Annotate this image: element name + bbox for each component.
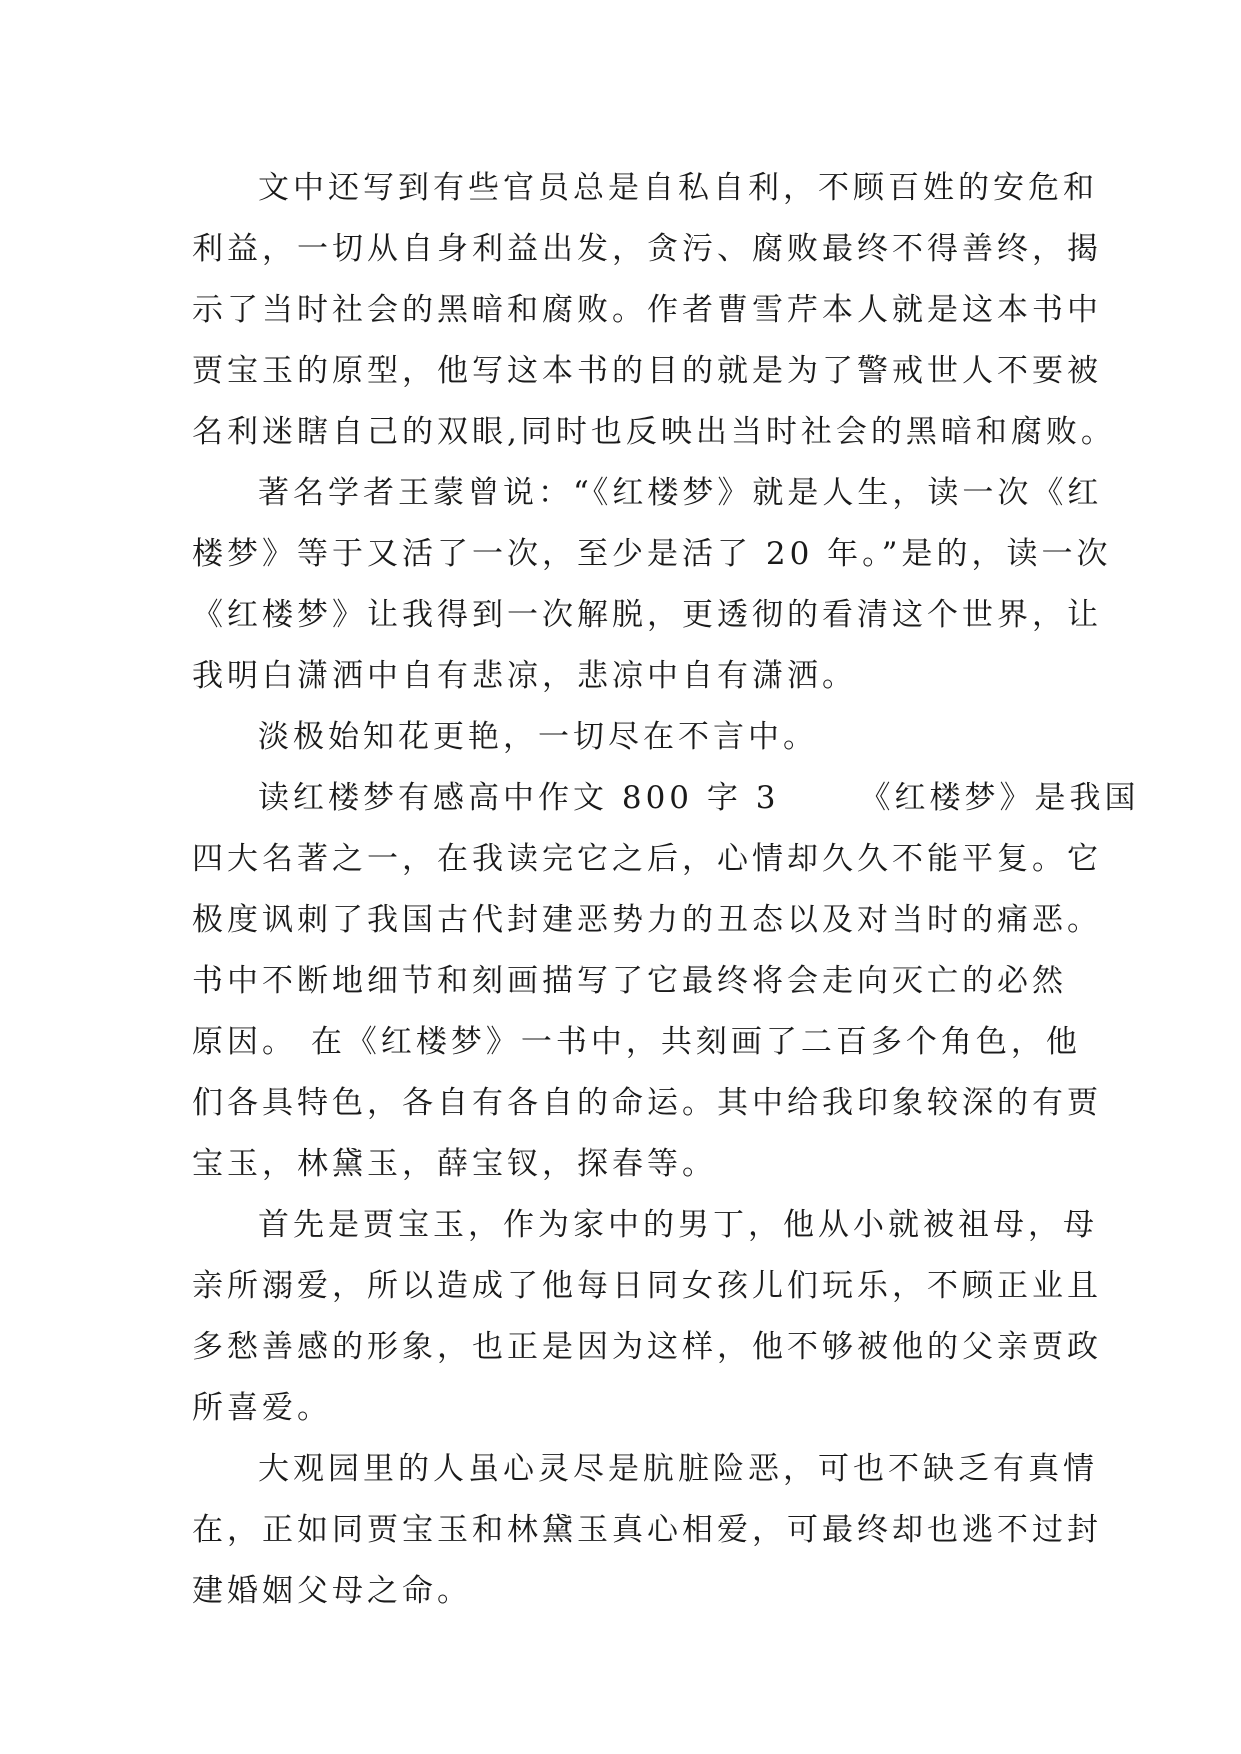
paragraph-line: 《红楼梦》让我得到一次解脱，更透彻的看清这个世界，让 [192,597,1102,633]
paragraph-line: 淡极始知花更艳，一切尽在不言中。 [258,719,818,755]
paragraph-line: 名利迷瞎自己的双眼,同时也反映出当时社会的黑暗和腐败。 [192,414,1116,450]
paragraph-line: 建婚姻父母之命。 [192,1573,472,1609]
paragraph-line: 我明白潇洒中自有悲凉，悲凉中自有潇洒。 [192,658,857,694]
paragraph-line: 示了当时社会的黑暗和腐败。作者曹雪芹本人就是这本书中 [192,292,1102,328]
paragraph-line: 在，正如同贾宝玉和林黛玉真心相爱，可最终却也逃不过封 [192,1512,1102,1548]
paragraph-line: 大观园里的人虽心灵尽是肮脏险恶，可也不缺乏有真情 [258,1451,1098,1487]
paragraph-line: 宝玉，林黛玉，薛宝钗，探春等。 [192,1146,717,1182]
paragraph-line: 多愁善感的形象，也正是因为这样，他不够被他的父亲贾政 [192,1329,1102,1365]
paragraph-line: 亲所溺爱，所以造成了他每日同女孩儿们玩乐，不顾正业且 [192,1268,1102,1304]
paragraph-line: 著名学者王蒙曾说：“《红楼梦》就是人生，读一次《红 [258,475,1103,511]
paragraph-line: 楼梦》等于又活了一次，至少是活了 20 年。”是的，读一次 [192,536,1112,572]
paragraph-line: 极度讽刺了我国古代封建恶势力的丑态以及对当时的痛恶。 [192,902,1102,938]
paragraph-line: 利益，一切从自身利益出发，贪污、腐败最终不得善终，揭 [192,231,1102,267]
paragraph-line: 文中还写到有些官员总是自私自利，不顾百姓的安危和 [258,170,1098,206]
paragraph-line: 原因。 在《红楼梦》一书中，共刻画了二百多个角色，他 [192,1024,1081,1060]
paragraph-line: 们各具特色，各自有各自的命运。其中给我印象较深的有贾 [192,1085,1102,1121]
paragraph-line: 所喜爱。 [192,1390,332,1426]
paragraph-line: 贾宝玉的原型，他写这本书的目的就是为了警戒世人不要被 [192,353,1102,389]
paragraph-line: 《红楼梦》是我国 [859,780,1140,816]
paragraph-line: 四大名著之一，在我读完它之后，心情却久久不能平复。它 [192,841,1102,877]
essay-title: 读红楼梦有感高中作文 800 字 3 [258,780,780,816]
paragraph-line: 书中不断地细节和刻画描写了它最终将会走向灭亡的必然 [192,963,1067,999]
paragraph-line: 首先是贾宝玉，作为家中的男丁，他从小就被祖母，母 [258,1207,1098,1243]
essay-body [192,158,1140,1622]
essay-heading-line [192,768,1140,829]
